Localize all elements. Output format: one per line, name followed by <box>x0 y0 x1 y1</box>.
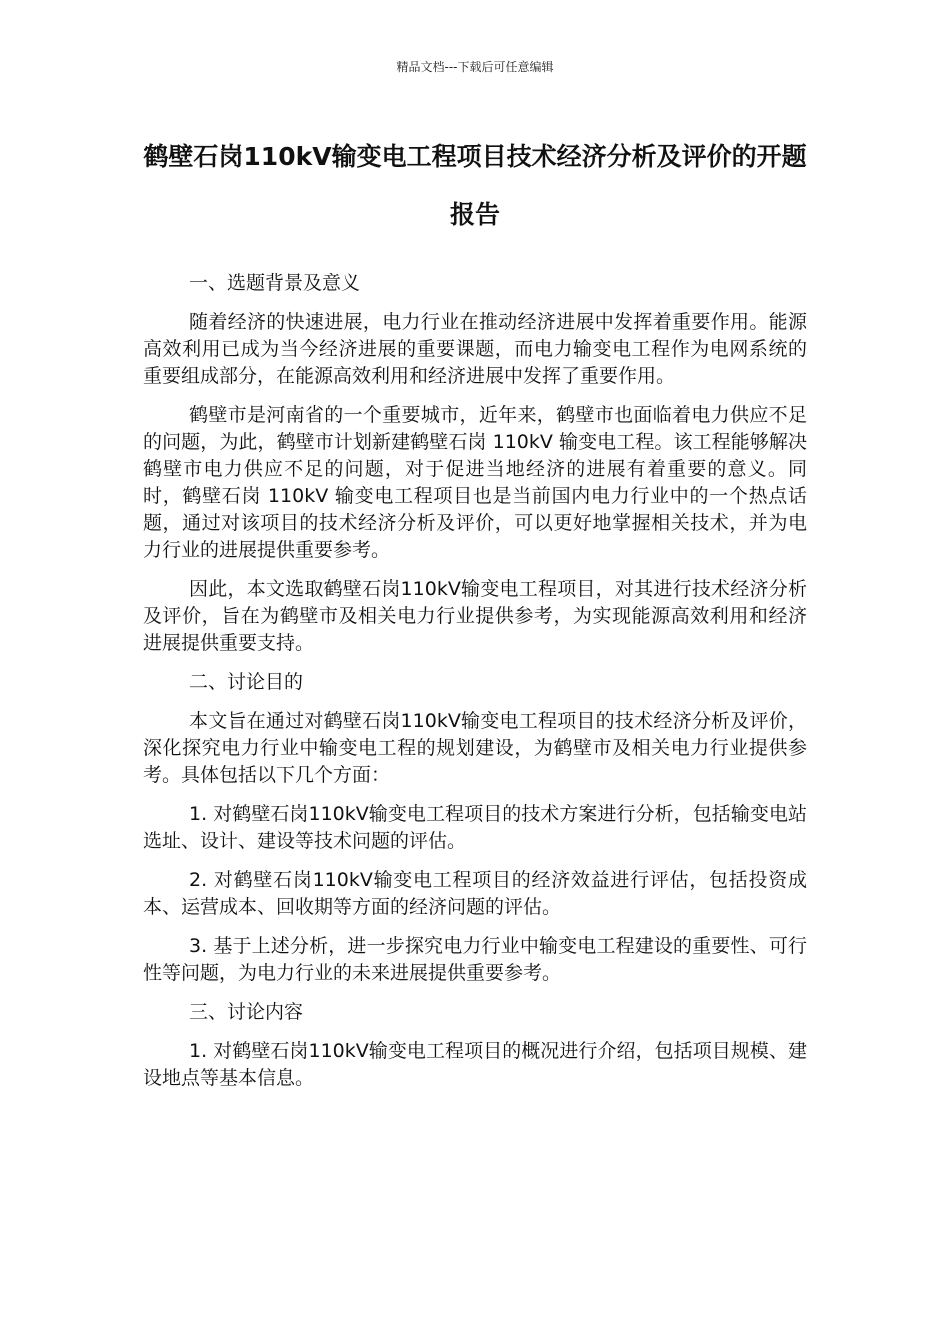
list-item: 3. 基于上述分析，进一步探究电力行业中输变电工程建设的重要性、可行性等问题，为电力行业的未来进展提供重要参考。 <box>143 935 807 984</box>
paragraph: 因此，本文选取鹤壁石岗110kV输变电工程项目，对其进行技术经济分析及评价，旨在为鹤壁市及相关电力行业提供参考，为实现能源高效利用和经济进展提供重要支持。 <box>143 578 807 654</box>
paragraph: 本文旨在通过对鹤壁石岗110kV输变电工程项目的技术经济分析及评价，深化探究电力行业中输变电工程的规划建设，为鹤壁市及相关电力行业提供参考。具体包括以下几个方面： <box>143 710 807 786</box>
paragraph: 鹤壁市是河南省的一个重要城市，近年来，鹤壁市也面临着电力供应不足的问题，为此，鹤壁市计划新建鹤壁石岗 110kV 输变电工程。该工程能够解决鹤壁市电力供应不足的问题，对于促进当地经济的进展有着重要的意义。同时，鹤壁石岗 110kV 输变电工程项目也是当前国内电力行业中的一个热点话题，通过对该项目的技术经济分析及评价，可以更好地掌握相关技术，并为电力行业的进展提供重要参考。 <box>143 404 807 561</box>
document-body <box>143 270 807 1104</box>
list-item: 2. 对鹤壁石岗110kV输变电工程项目的经济效益进行评估，包括投资成本、运营成本、回收期等方面的经济问题的评估。 <box>143 869 807 918</box>
section-heading-content: 三、讨论内容 <box>189 1001 304 1023</box>
paragraph: 随着经济的快速进展，电力行业在推动经济进展中发挥着重要作用。能源高效利用已成为当今经济进展的重要课题，而电力输变电工程作为电网系统的重要组成部分，在能源高效利用和经济进展中发挥了重要作用。 <box>143 311 807 387</box>
list-item: 1. 对鹤壁石岗110kV输变电工程项目的概况进行介绍，包括项目规模、建设地点等基本信息。 <box>143 1040 807 1089</box>
list-item: 1. 对鹤壁石岗110kV输变电工程项目的技术方案进行分析，包括输变电站选址、设计、建设等技术问题的评估。 <box>143 803 807 852</box>
page-header: 精品文档---下载后可任意编辑 <box>396 60 554 74</box>
document-title: 鹤壁石岗110kV输变电工程项目技术经济分析及评价的开题报告 <box>143 142 807 229</box>
section-heading-purpose: 二、讨论目的 <box>189 671 304 693</box>
section-heading-background: 一、选题背景及意义 <box>189 272 361 294</box>
